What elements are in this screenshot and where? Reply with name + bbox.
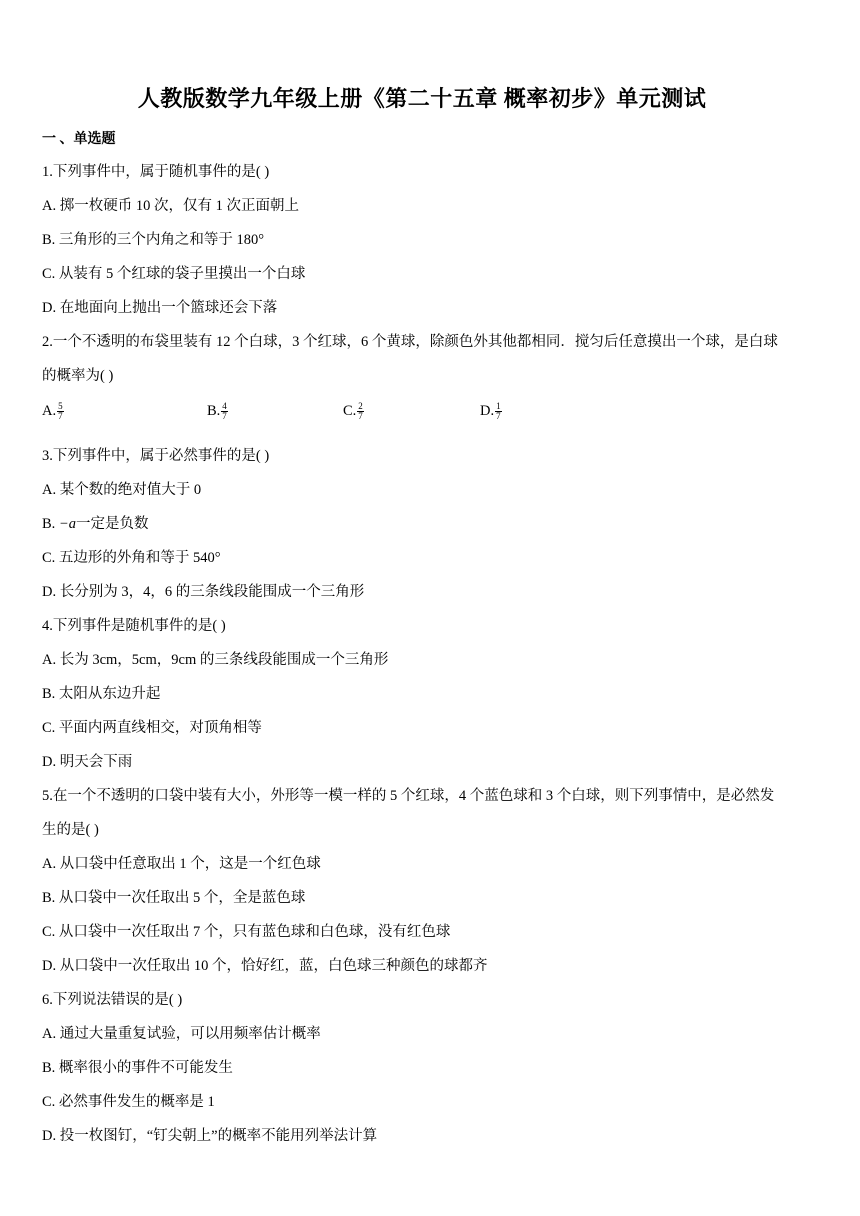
question-4-option-c: C. 平面内两直线相交，对顶角相等 <box>42 720 262 736</box>
question-2-option-b <box>207 402 228 421</box>
question-6-option-c: C. 必然事件发生的概率是 1 <box>42 1094 215 1110</box>
fraction-denominator: 7 <box>496 411 501 421</box>
question-3-stem: 3.下列事件中，属于必然事件的是( ) <box>42 448 270 464</box>
math-expression: −a <box>58 516 76 532</box>
question-1-option-c: C. 从装有 5 个红球的袋子里摸出一个白球 <box>42 266 306 282</box>
question-1-option-a: A. 掷一枚硬币 10 次，仅有 1 次正面朝上 <box>42 198 299 214</box>
section-heading: 一 、单选题 <box>42 132 116 147</box>
question-2-option-a <box>42 402 64 421</box>
question-2-stem-line1: 2.一个不透明的布袋里装有 12 个白球，3 个红球，6 个黄球，除颜色外其他都相同．搅匀后任意摸出一个球，是白球 <box>42 334 778 350</box>
question-3-option-a: A. 某个数的绝对值大于 0 <box>42 482 202 498</box>
option-b-prefix: B. <box>42 516 59 532</box>
question-5-option-a: A. 从口袋中任意取出 1 个，这是一个红色球 <box>42 856 321 872</box>
option-label: C. <box>343 402 357 419</box>
question-4-option-d: D. 明天会下雨 <box>42 754 133 770</box>
option-label: D. <box>480 402 495 419</box>
question-2-stem-line2: 的概率为( ) <box>42 368 114 384</box>
option-label: B. <box>207 402 221 419</box>
document-title: 人教版数学九年级上册《第二十五章 概率初步》单元测试 <box>137 86 707 111</box>
question-6-option-b: B. 概率很小的事件不可能发生 <box>42 1060 233 1076</box>
question-6-option-a: A. 通过大量重复试验，可以用频率估计概率 <box>42 1026 321 1042</box>
fraction <box>357 402 364 421</box>
fraction-numerator: 2 <box>358 401 363 411</box>
question-5-stem-line2: 生的是( ) <box>42 822 99 838</box>
question-4-stem: 4.下列事件是随机事件的是( ) <box>42 618 226 634</box>
fraction <box>221 402 228 421</box>
question-5-stem-line1: 5.在一个不透明的口袋中装有大小，外形等一模一样的 5 个红球，4 个蓝色球和 3 个白球，则下列事情中，是必然发 <box>42 788 775 804</box>
question-2-option-d <box>480 402 502 421</box>
fraction-numerator: 1 <box>496 401 501 411</box>
fraction-numerator: 5 <box>58 401 63 411</box>
fraction-denominator: 7 <box>58 411 63 421</box>
question-1-option-b: B. 三角形的三个内角之和等于 180° <box>42 232 265 248</box>
fraction <box>57 402 64 421</box>
question-2-option-c <box>343 402 364 421</box>
question-5-option-c: C. 从口袋中一次任取出 7 个，只有蓝色球和白色球，没有红色球 <box>42 924 451 940</box>
fraction-denominator: 7 <box>358 411 363 421</box>
question-3-option-d: D. 长分别为 3，4，6 的三条线段能围成一个三角形 <box>42 584 365 600</box>
fraction-denominator: 7 <box>222 411 227 421</box>
option-label: A. <box>42 402 57 419</box>
question-6-option-d: D. 投一枚图钉，“钉尖朝上”的概率不能用列举法计算 <box>42 1128 378 1144</box>
question-5-option-d: D. 从口袋中一次任取出 10 个，恰好红，蓝，白色球三种颜色的球都齐 <box>42 958 488 974</box>
question-4-option-a: A. 长为 3cm，5cm，9cm 的三条线段能围成一个三角形 <box>42 652 389 668</box>
question-4-option-b: B. 太阳从东边升起 <box>42 686 161 702</box>
option-b-suffix: 一定是负数 <box>75 516 149 532</box>
fraction <box>495 402 502 421</box>
fraction-numerator: 4 <box>222 401 227 411</box>
question-1-stem: 1.下列事件中，属于随机事件的是( ) <box>42 164 270 180</box>
question-1-option-d: D. 在地面向上抛出一个篮球还会下落 <box>42 300 278 316</box>
question-3-option-c: C. 五边形的外角和等于 540° <box>42 550 221 566</box>
question-5-option-b: B. 从口袋中一次任取出 5 个，全是蓝色球 <box>42 890 306 906</box>
question-6-stem: 6.下列说法错误的是( ) <box>42 992 183 1008</box>
question-3-option-b <box>42 514 148 534</box>
